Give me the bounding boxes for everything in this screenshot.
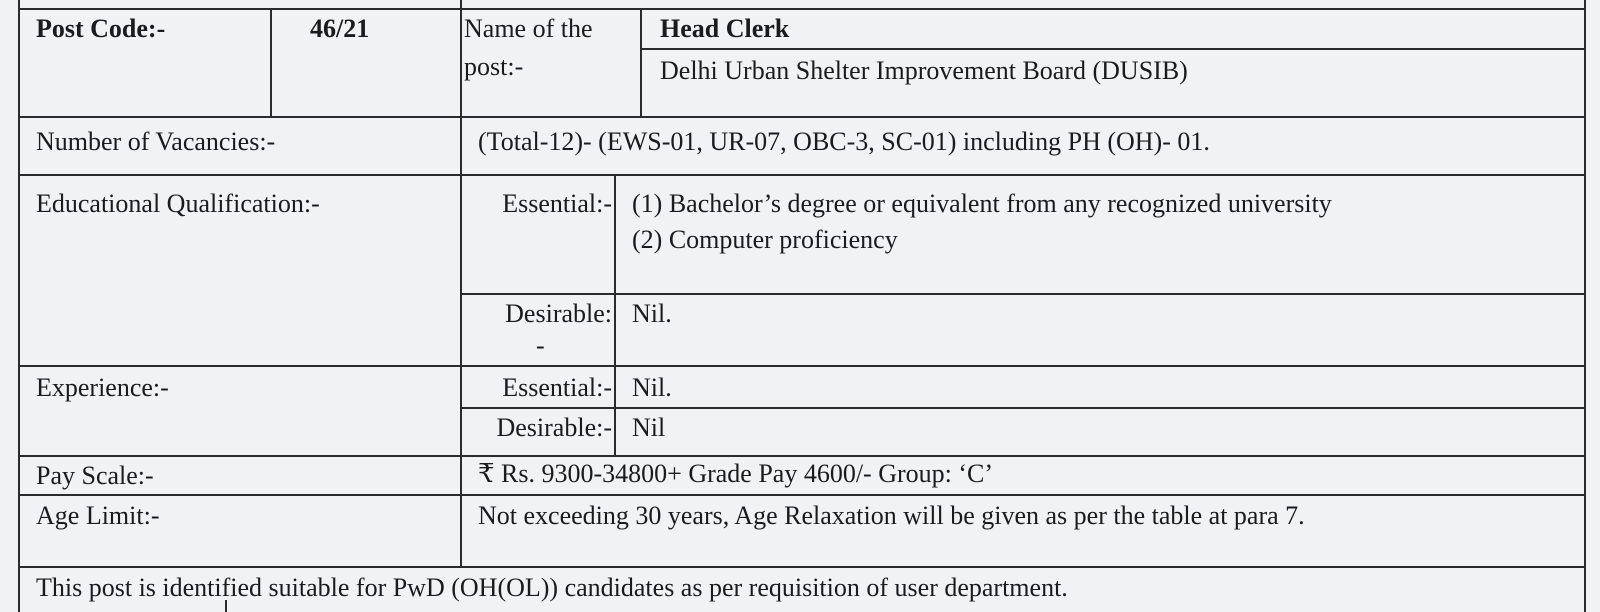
education-label: Educational Qualification:-: [36, 189, 320, 218]
education-essential-line2: (2) Computer proficiency: [632, 225, 898, 254]
pay-scale-value: ₹ Rs. 9300-34800+ Grade Pay 4600/- Group: ‘C’: [478, 459, 994, 488]
experience-label: Experience:-: [36, 373, 169, 402]
pwd-note: This post is identified suitable for PwD (OH(OL)) candidates as per requisition of user department.: [36, 573, 1068, 602]
post-name-label-line2: post:-: [464, 52, 524, 81]
age-limit-label: Age Limit:-: [36, 501, 160, 530]
post-code-label: Post Code:-: [36, 14, 166, 43]
department-name: Delhi Urban Shelter Improvement Board (DUSIB): [660, 56, 1188, 85]
post-name: Head Clerk: [660, 14, 790, 43]
rule-exp-sublabel: [614, 365, 616, 455]
rule-age-bottom: [18, 566, 1586, 568]
experience-desirable-value: Nil: [632, 413, 666, 442]
pay-scale-label: Pay Scale:-: [36, 461, 154, 490]
rule-postcode-value: [270, 8, 272, 116]
rule-experience-bottom: [18, 455, 1586, 457]
rule-exp-essential-bottom: [460, 407, 1586, 409]
rule-postcode-bottom: [18, 116, 1586, 118]
vacancies-label: Number of Vacancies:-: [36, 127, 276, 156]
age-limit-value: Not exceeding 30 years, Age Relaxation will be given as per the table at para 7.: [478, 501, 1305, 530]
rule-education-bottom: [18, 365, 1586, 367]
post-name-label-line1: Name of the: [464, 14, 593, 43]
post-code-value: 46/21: [310, 14, 370, 43]
vacancies-value: (Total-12)- (EWS-01, UR-07, OBC-3, SC-01) including PH (OH)- 01.: [478, 127, 1210, 156]
rule-left: [18, 0, 20, 612]
education-essential-line1: (1) Bachelor’s degree or equivalent from any recognized university: [632, 189, 1332, 218]
rule-vacancies-bottom: [18, 174, 1586, 176]
rule-payscale-bottom: [18, 494, 1586, 496]
experience-essential-value: Nil.: [632, 373, 672, 402]
rule-edu-essential-bottom: [460, 293, 1586, 295]
education-desirable-label-line2: -: [536, 331, 545, 360]
education-desirable-label-line1: Desirable:: [505, 299, 612, 328]
rule-edu-sublabel: [614, 174, 616, 365]
experience-essential-label: Essential:-: [502, 373, 612, 402]
experience-desirable-label: Desirable:-: [496, 413, 612, 442]
rule-post-name: [640, 8, 642, 116]
rule-label-column: [460, 0, 462, 566]
education-desirable-value: Nil.: [632, 299, 672, 328]
rule-right: [1584, 0, 1586, 612]
rule-top: [18, 8, 1586, 10]
education-essential-label: Essential:-: [502, 189, 612, 218]
rule-dept: [640, 48, 1586, 50]
